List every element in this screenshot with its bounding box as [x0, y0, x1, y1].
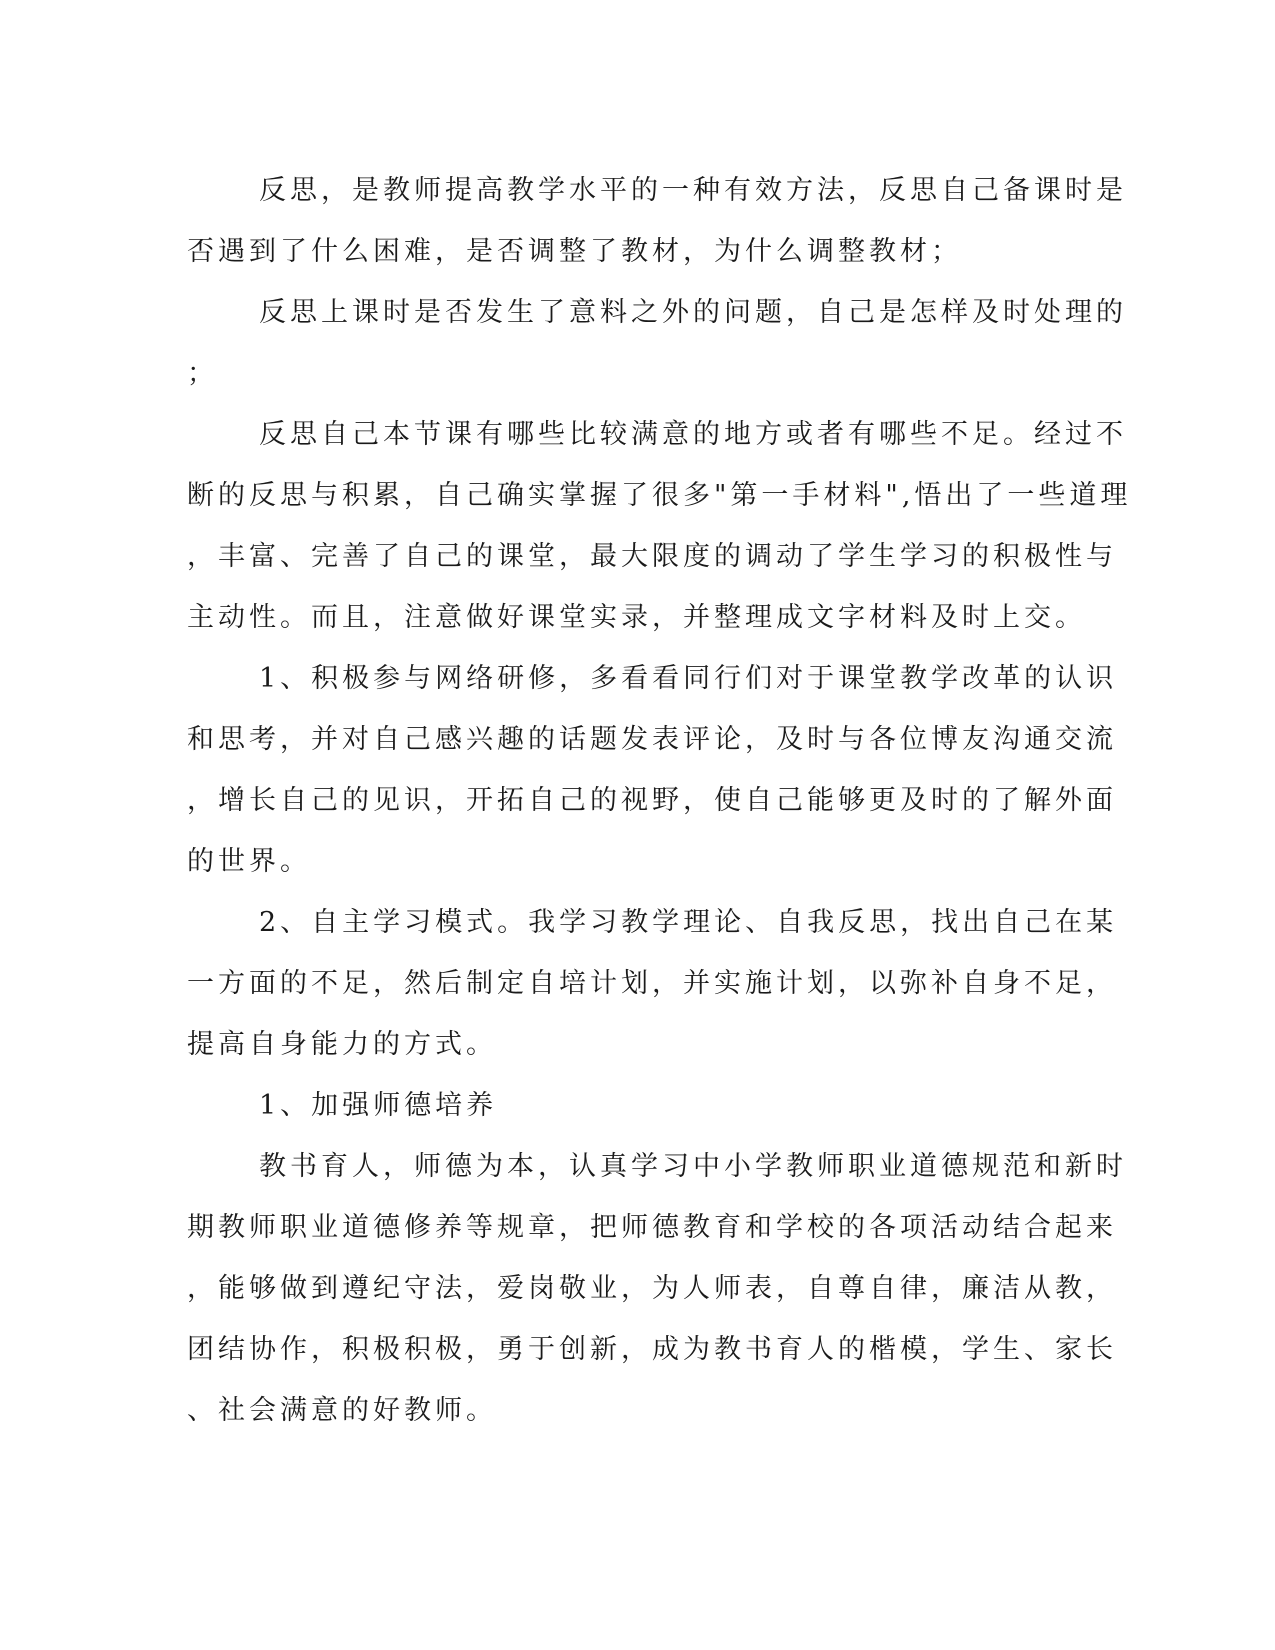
paragraph-line: 的世界。	[187, 846, 311, 877]
paragraph-line: 否遇到了什么困难，是否调整了教材，为什么调整教材；	[187, 236, 962, 267]
paragraph-line: 反思自己本节课有哪些比较满意的地方或者有哪些不足。经过不	[259, 419, 1127, 450]
paragraph-line: ；	[187, 358, 218, 389]
paragraph-line: 主动性。而且，注意做好课堂实录，并整理成文字材料及时上交。	[187, 602, 1086, 633]
paragraph-line: ，丰富、完善了自己的课堂，最大限度的调动了学生学习的积极性与	[187, 541, 1117, 572]
paragraph-line: 反思，是教师提高教学水平的一种有效方法，反思自己备课时是	[259, 175, 1127, 206]
paragraph-line: 断的反思与积累，自己确实掌握了很多"第一手材料",悟出了一些道理	[187, 480, 1132, 511]
paragraph-line: 2、自主学习模式。我学习教学理论、自我反思，找出自己在某	[259, 907, 1118, 938]
paragraph-line: ，能够做到遵纪守法，爱岗敬业，为人师表，自尊自律，廉洁从教，	[187, 1273, 1117, 1304]
section-heading: 1、加强师德培养	[259, 1090, 498, 1121]
paragraph-line: 1、积极参与网络研修，多看看同行们对于课堂教学改革的认识	[259, 663, 1118, 694]
paragraph-line: 期教师职业道德修养等规章，把师德教育和学校的各项活动结合起来	[187, 1212, 1117, 1243]
paragraph-line: 一方面的不足，然后制定自培计划，并实施计划，以弥补自身不足，	[187, 968, 1117, 999]
paragraph-line: 反思上课时是否发生了意料之外的问题，自己是怎样及时处理的	[259, 297, 1127, 328]
paragraph-line: ，增长自己的见识，开拓自己的视野，使自己能够更及时的了解外面	[187, 785, 1117, 816]
paragraph-line: 、社会满意的好教师。	[187, 1395, 497, 1426]
paragraph-line: 和思考，并对自己感兴趣的话题发表评论，及时与各位博友沟通交流	[187, 724, 1117, 755]
paragraph-line: 教书育人，师德为本，认真学习中小学教师职业道德规范和新时	[259, 1151, 1127, 1182]
paragraph-line: 提高自身能力的方式。	[187, 1029, 497, 1060]
paragraph-line: 团结协作，积极积极，勇于创新，成为教书育人的楷模，学生、家长	[187, 1334, 1117, 1365]
document-body	[187, 160, 1132, 1441]
